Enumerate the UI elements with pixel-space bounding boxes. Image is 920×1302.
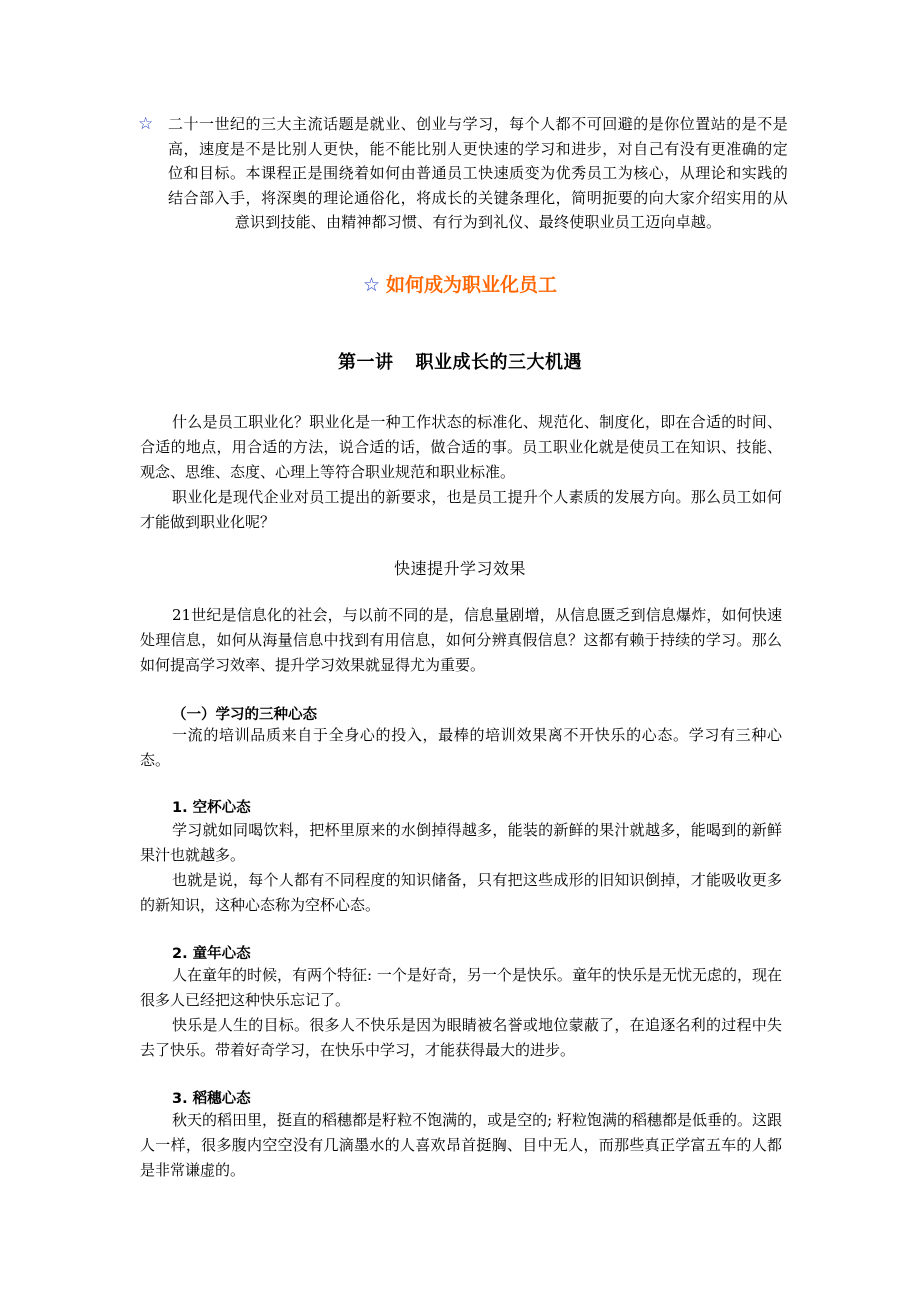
empty-cup-paragraph-1: 学习就如同喝饮料，把杯里原来的水倒掉得越多，能装的新鲜的果汁就越多，能喝到的新鲜果汁也就越多。 (140, 821, 782, 864)
star-icon: ☆ (138, 114, 154, 134)
rice-ear-paragraph: 秋天的稻田里，挺直的稻穗都是籽粒不饱满的，或是空的; 籽粒饱满的稻穗都是低垂的。这跟人一样，很多腹内空空没有几滴墨水的人喜欢昂首挺胸、目中无人，而那些真正学富五车的人都是非常谦虚的。 (140, 1111, 782, 1179)
empty-cup-paragraph-2: 也就是说，每个人都有不同程度的知识储备，只有把这些成形的旧知识倒掉，才能吸收更多的新知识，这种心态称为空杯心态。 (140, 871, 782, 914)
mindsets-intro: 一流的培训品质来自于全身心的投入，最棒的培训效果离不开快乐的心态。学习有三种心态。 (140, 726, 782, 769)
paragraph-new-requirement: 职业化是现代企业对员工提出的新要求，也是员工提升个人素质的发展方向。那么员工如何才能做到职业化呢？ (140, 488, 782, 531)
rice-ear-heading: 3. 稻穗心态 (172, 1091, 251, 1107)
lecture-title (0, 348, 920, 374)
star-icon: ☆ (362, 274, 381, 296)
childhood-heading: 2. 童年心态 (172, 946, 251, 962)
course-title (0, 270, 920, 297)
mindsets-heading: （一）学习的三种心态 (172, 707, 317, 723)
intro-paragraph: 二十一世纪的三大主流话题是就业、创业与学习，每个人都不可回避的是你位置站的是不是高，速度是不是比别人更快，能不能比别人更快速的学习和进步，对自己有没有更准确的定位和目标。本课程正是围绕着如何由普通员工快速质变为优秀员工为核心，从理论和实践的结合部入手，将深奥的理论通俗化，将成长的关键条理化，简明扼要的向大家介绍实用的从意识到技能、由精神都习惯、有行为到礼仪、最终使职业员工迈向卓越。 (168, 115, 788, 231)
lecture-name: 职业成长的三大机遇 (415, 352, 582, 373)
childhood-paragraph-1: 人在童年的时候，有两个特征: 一个是好奇，另一个是快乐。童年的快乐是无忧无虑的，现在很多人已经把这种快乐忘记了。 (140, 966, 782, 1009)
course-title-text: 如何成为职业化员工 (386, 274, 558, 296)
paragraph-information-society: 21世纪是信息化的社会，与以前不同的是，信息量剧增，从信息匮乏到信息爆炸，如何快速处理信息，如何从海量信息中找到有用信息，如何分辨真假信息？这都有赖于持续的学习。那么如何提高学习效率、提升学习效果就显得尤为重要。 (140, 606, 782, 674)
lecture-number: 第一讲 (338, 352, 394, 373)
paragraph-what-is-professionalization: 什么是员工职业化？职业化是一种工作状态的标准化、规范化、制度化，即在合适的时间、合适的地点，用合适的方法，说合适的话，做合适的事。员工职业化就是使员工在知识、技能、观念、思维、态度、心理上等符合职业规范和职业标准。 (140, 413, 782, 481)
section-title: 快速提升学习效果 (393, 559, 526, 578)
childhood-paragraph-2: 快乐是人生的目标。很多人不快乐是因为眼睛被名誉或地位蒙蔽了，在追逐名利的过程中失去了快乐。带着好奇学习，在快乐中学习，才能获得最大的进步。 (140, 1016, 782, 1059)
empty-cup-heading: 1. 空杯心态 (172, 800, 251, 816)
intro-block (138, 112, 788, 235)
